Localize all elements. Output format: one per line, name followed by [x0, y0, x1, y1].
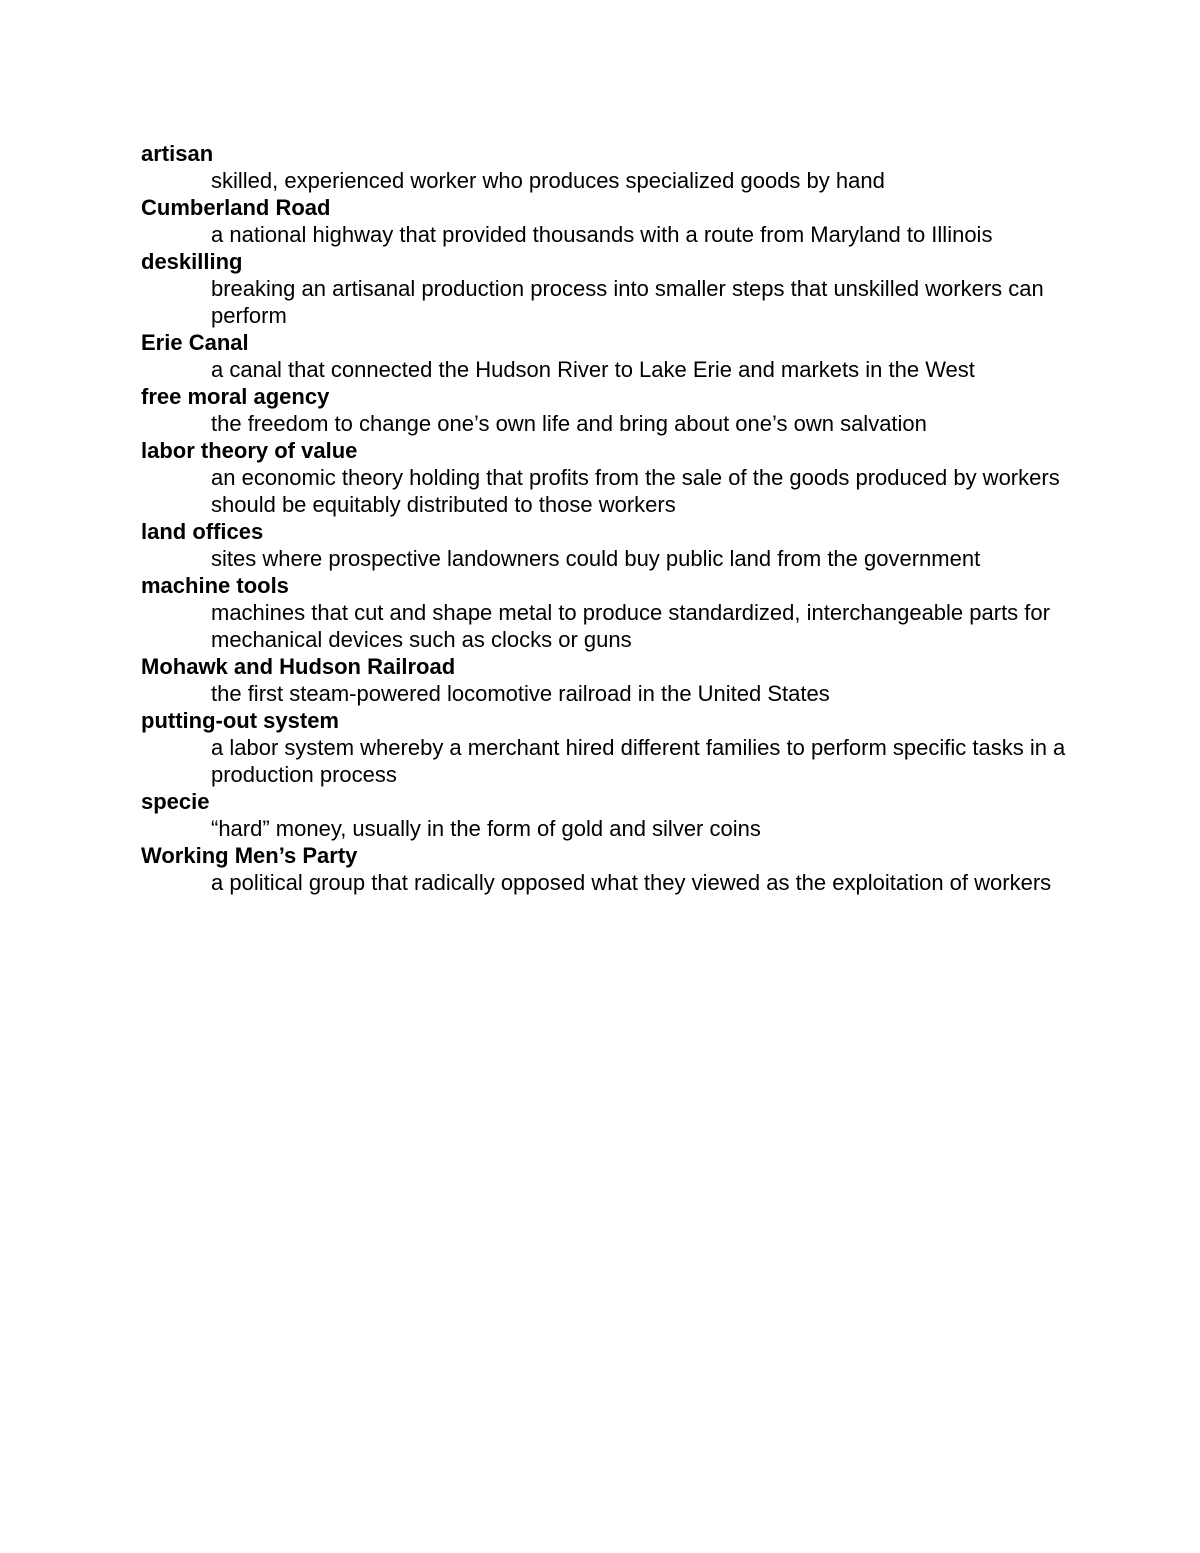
- glossary-entry: [141, 842, 1071, 896]
- glossary-term: Mohawk and Hudson Railroad: [141, 654, 456, 679]
- glossary-entry: [141, 248, 1071, 329]
- glossary-definition: sites where prospective landowners could buy public land from the government: [211, 546, 981, 571]
- glossary-definition: a political group that radically opposed what they viewed as the exploitation of workers: [211, 870, 1052, 895]
- glossary-definition: machines that cut and shape metal to produce standardized, interchangeable parts for mechanical devices such as clocks or guns: [211, 600, 1050, 652]
- glossary-term: labor theory of value: [141, 438, 358, 463]
- glossary-definition: breaking an artisanal production process into smaller steps that unskilled workers can perform: [211, 276, 1044, 328]
- glossary-entry: [141, 194, 1071, 248]
- glossary-definition: a national highway that provided thousands with a route from Maryland to Illinois: [211, 222, 993, 247]
- glossary-definition: “hard” money, usually in the form of gold and silver coins: [211, 816, 761, 841]
- glossary-entry: [141, 707, 1071, 788]
- glossary-term: specie: [141, 789, 210, 814]
- glossary-entry: [141, 437, 1071, 518]
- glossary-definition: a labor system whereby a merchant hired different families to perform specific tasks in a production process: [211, 735, 1066, 787]
- glossary-definition: skilled, experienced worker who produces specialized goods by hand: [211, 168, 885, 193]
- glossary-term: deskilling: [141, 249, 243, 274]
- glossary-term: Working Men’s Party: [141, 843, 358, 868]
- glossary-entry: [141, 572, 1071, 653]
- glossary-term: free moral agency: [141, 384, 330, 409]
- glossary-entry: [141, 653, 1071, 707]
- glossary-entry: [141, 140, 1071, 194]
- glossary-definition: the first steam-powered locomotive railroad in the United States: [211, 681, 830, 706]
- glossary-definition: a canal that connected the Hudson River to Lake Erie and markets in the West: [211, 357, 975, 382]
- glossary-definition: the freedom to change one’s own life and bring about one’s own salvation: [211, 411, 927, 436]
- glossary-term: machine tools: [141, 573, 289, 598]
- glossary-term: artisan: [141, 141, 214, 166]
- glossary-term: land offices: [141, 519, 264, 544]
- glossary-entry: [141, 788, 1071, 842]
- glossary-entry: [141, 383, 1071, 437]
- glossary-term: Erie Canal: [141, 330, 249, 355]
- glossary-definition: an economic theory holding that profits from the sale of the goods produced by workers should be equitably distributed to those workers: [211, 465, 1060, 517]
- glossary-list: [141, 140, 1071, 896]
- glossary-term: putting-out system: [141, 708, 339, 733]
- glossary-term: Cumberland Road: [141, 195, 331, 220]
- glossary-entry: [141, 329, 1071, 383]
- glossary-entry: [141, 518, 1071, 572]
